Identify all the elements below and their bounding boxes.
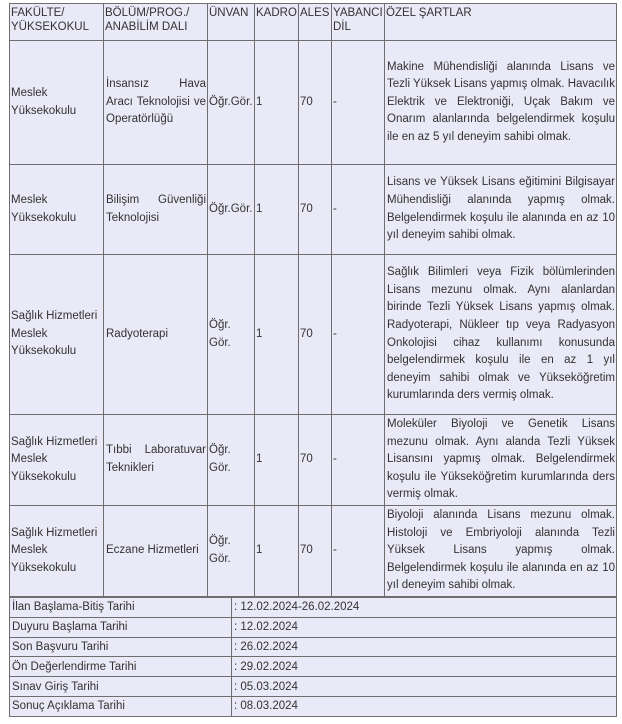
date-label: Sonuç Açıklama Tarihi (10, 696, 232, 716)
date-label: Duyuru Başlama Tarihi (10, 617, 232, 637)
cell-title: Öğr.Gör. (208, 41, 255, 165)
date-row (10, 637, 617, 657)
cell-faculty: Meslek Yüksekokulu (10, 165, 104, 255)
table-row (10, 415, 617, 506)
header-row (10, 4, 617, 41)
header-title: ÜNVAN (208, 4, 255, 41)
cell-department: Bilişim Güvenliği Teknolojisi (104, 165, 208, 255)
cell-conditions: Sağlık Bilimleri veya Fizik bölümlerinden Lisans mezunu olmak. Aynı alanlardan birinde Tezli Yüksek Lisans yapmış olmak. Radyoterapi, Nükleer tıp veya Radyasyon Onkolojisi cihaz kullanımı konusunda belgelendirmek koşulu ile en az 1 yıl deneyim sahibi olmak ve Yükseköğretim kurumlarında ders vermiş olmak. (385, 255, 617, 415)
cell-language: - (332, 505, 385, 596)
date-value: : 12.02.2024-26.02.2024 (232, 598, 617, 618)
cell-quota: 1 (255, 255, 299, 415)
date-row (10, 677, 617, 697)
cell-department: Eczane Hizmetleri (104, 505, 208, 596)
table-row (10, 255, 617, 415)
cell-language: - (332, 41, 385, 165)
cell-title: Öğr. Gör. (208, 505, 255, 596)
cell-faculty: Sağlık Hizmetleri Meslek Yüksekokulu (10, 255, 104, 415)
table-row (10, 165, 617, 255)
cell-title: Öğr. Gör. (208, 415, 255, 506)
date-row (10, 598, 617, 618)
date-label: İlan Başlama-Bitiş Tarihi (10, 598, 232, 618)
cell-quota: 1 (255, 41, 299, 165)
cell-language: - (332, 415, 385, 506)
table-row (10, 41, 617, 165)
cell-ales: 70 (299, 41, 332, 165)
cell-conditions: Biyoloji alanında Lisans mezunu olmak. Histoloji ve Embriyoloji alanında Tezli Yüksek Lisans yapmış olmak. Belgelendirmek koşulu ile alanında en az 10 yıl deneyim sahibi olmak. (385, 505, 617, 596)
cell-ales: 70 (299, 415, 332, 506)
cell-language: - (332, 255, 385, 415)
header-department: BÖLÜM/PROG./ ANABİLİM DALI (104, 4, 208, 41)
date-label: Ön Değerlendirme Tarihi (10, 657, 232, 677)
date-value: : 08.03.2024 (232, 696, 617, 716)
header-conditions: ÖZEL ŞARTLAR (385, 4, 617, 41)
date-label: Son Başvuru Tarihi (10, 637, 232, 657)
cell-quota: 1 (255, 165, 299, 255)
dates-table (9, 597, 617, 717)
positions-table (9, 3, 617, 597)
cell-faculty: Sağlık Hizmetleri Meslek Yüksekokulu (10, 505, 104, 596)
header-language: YABANCI DİL (332, 4, 385, 41)
date-value: : 26.02.2024 (232, 637, 617, 657)
cell-conditions: Makine Mühendisliği alanında Lisans ve Tezli Yüksek Lisans yapmış olmak. Havacılık Elektrik ve Elektroniği, Uçak Bakım ve Onarım alanlarında belgelendirmek koşulu ile en az 5 yıl deneyim sahibi olmak. (385, 41, 617, 165)
cell-quota: 1 (255, 505, 299, 596)
cell-quota: 1 (255, 415, 299, 506)
cell-conditions: Moleküler Biyoloji ve Genetik Lisans mezunu olmak. Aynı alanda Tezli Yüksek Lisansını yapmış olmak. Belgelendirmek koşulu ile Yükseköğretim kurumlarında ders vermiş olmak. (385, 415, 617, 506)
cell-department: Tıbbi Laboratuvar Teknikleri (104, 415, 208, 506)
date-row (10, 696, 617, 716)
header-quota: KADRO (255, 4, 299, 41)
cell-faculty: Meslek Yüksekokulu (10, 41, 104, 165)
date-row (10, 657, 617, 677)
header-ales: ALES (299, 4, 332, 41)
header-faculty: FAKÜLTE/ YÜKSEKOKUL (10, 4, 104, 41)
table-row (10, 505, 617, 596)
cell-department: İnsansız Hava Aracı Teknolojisi ve Operatörlüğü (104, 41, 208, 165)
date-label: Sınav Giriş Tarihi (10, 677, 232, 697)
cell-title: Öğr.Gör. (208, 165, 255, 255)
date-value: : 29.02.2024 (232, 657, 617, 677)
cell-department: Radyoterapi (104, 255, 208, 415)
cell-ales: 70 (299, 255, 332, 415)
date-row (10, 617, 617, 637)
date-value: : 12.02.2024 (232, 617, 617, 637)
cell-faculty: Sağlık Hizmetleri Meslek Yüksekokulu (10, 415, 104, 506)
cell-language: - (332, 165, 385, 255)
cell-ales: 70 (299, 165, 332, 255)
cell-title: Öğr. Gör. (208, 255, 255, 415)
date-value: : 05.03.2024 (232, 677, 617, 697)
cell-ales: 70 (299, 505, 332, 596)
cell-conditions: Lisans ve Yüksek Lisans eğitimini Bilgisayar Mühendisliği alanında yapmış olmak. Belgelendirmek koşulu ile alanında en az 10 yıl deneyim sahibi olmak. (385, 165, 617, 255)
